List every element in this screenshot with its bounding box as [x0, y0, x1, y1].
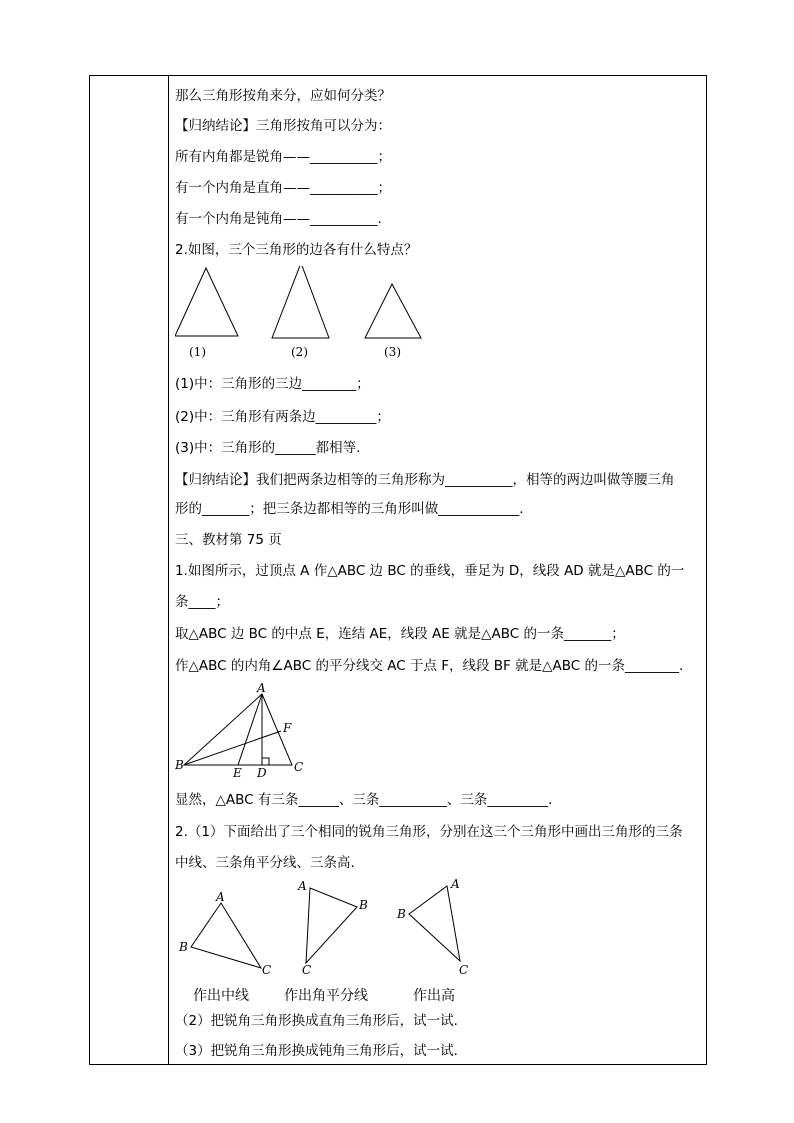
triangle-abc	[184, 694, 292, 765]
question-2-part-2: （2）把锐角三角形换成直角三角形后，试一试.	[175, 1013, 458, 1029]
right-triangle-blank: 有一个内角是直角——__________；	[175, 180, 391, 196]
t2-label-a: A	[298, 879, 307, 893]
question-1-line-2: 条____；	[175, 594, 229, 610]
question-1-line-4: 作△ABC 的内角∠ABC 的平分线交 AC 于点 F，线段 BF 就是△ABC 的一条________.	[175, 658, 684, 674]
triangle-abc-figure	[175, 681, 325, 781]
equal-sided-triangle	[365, 284, 421, 338]
obtuse-triangle-blank: 有一个内角是钝角——__________.	[175, 211, 382, 227]
question-1-line-3: 取△ABC 边 BC 的中点 E，连结 AE，线段 AE 就是△ABC 的一条_______；	[175, 626, 625, 642]
right-angle-mark	[262, 758, 269, 765]
column-divider	[168, 76, 169, 1064]
question-1-line-1: 1.如图所示，过顶点 A 作△ABC 边 BC 的垂线，垂足为 D，线段 AD 就是△ABC 的一	[175, 563, 685, 579]
figure-caption-1: (1)	[189, 345, 206, 359]
t1-label-c: C	[262, 963, 272, 977]
task-caption-median: 作出中线	[193, 988, 249, 1004]
label-f: F	[283, 721, 292, 735]
task-caption-altitude: 作出高	[413, 988, 455, 1004]
t3-label-b: B	[397, 907, 406, 921]
figure-caption-2: (2)	[291, 345, 308, 359]
worksheet-table	[89, 75, 707, 1065]
sides-answer-1: (1)中：三角形的三边________；	[175, 376, 370, 392]
equilateral-triangle	[175, 268, 238, 336]
summary-by-sides-line-2: 形的_______；把三条边都相等的三角形叫做____________.	[175, 501, 524, 517]
summary-by-sides-line-1: 【归纳结论】我们把两条边相等的三角形称为__________，相等的两边叫做等腰三角	[175, 472, 675, 488]
sides-answer-2: (2)中：三角形有两条边_________；	[175, 409, 390, 425]
acute-triangle-median	[191, 903, 261, 968]
t3-label-c: C	[459, 963, 469, 977]
figure-caption-3: (3)	[384, 345, 401, 359]
question-classify-by-angle: 那么三角形按角来分，应如何分类？	[175, 88, 391, 104]
label-d: D	[257, 766, 267, 780]
sides-answer-3: (3)中：三角形的______都相等.	[175, 440, 361, 456]
t3-label-a: A	[451, 877, 460, 891]
t1-label-b: B	[179, 940, 188, 954]
question-2-part-3: （3）把锐角三角形换成钝角三角形后，试一试.	[175, 1043, 458, 1059]
section-heading: 三、教材第 75 页	[175, 532, 282, 548]
t2-label-b: B	[359, 898, 368, 912]
label-a: A	[257, 681, 266, 695]
acute-triangle-blank: 所有内角都是锐角——__________；	[175, 149, 391, 165]
three-acute-triangles-figure	[175, 876, 485, 986]
acute-triangle-bisector	[306, 888, 357, 963]
bisector-bf	[184, 731, 281, 765]
isosceles-triangle	[272, 266, 329, 338]
question-2-line-1: 2.（1）下面给出了三个相同的锐角三角形，分别在这三个三角形中画出三角形的三条	[175, 824, 683, 840]
question-2-line-2: 中线、三条角平分线、三条高.	[175, 855, 355, 871]
t1-label-a: A	[216, 890, 225, 904]
label-e: E	[233, 766, 242, 780]
t2-label-c: C	[302, 963, 312, 977]
task-caption-bisector: 作出角平分线	[284, 988, 368, 1004]
question-sides: 2.如图，三个三角形的边各有什么特点？	[175, 242, 418, 258]
summary-by-angle: 【归纳结论】三角形按角可以分为：	[175, 118, 391, 134]
acute-triangle-altitude	[409, 886, 460, 961]
three-triangles-figure	[175, 266, 445, 356]
label-b: B	[175, 758, 184, 772]
label-c: C	[294, 760, 304, 774]
obviously-three-lines: 显然，△ABC 有三条______、三条__________、三条_________.	[175, 792, 553, 808]
